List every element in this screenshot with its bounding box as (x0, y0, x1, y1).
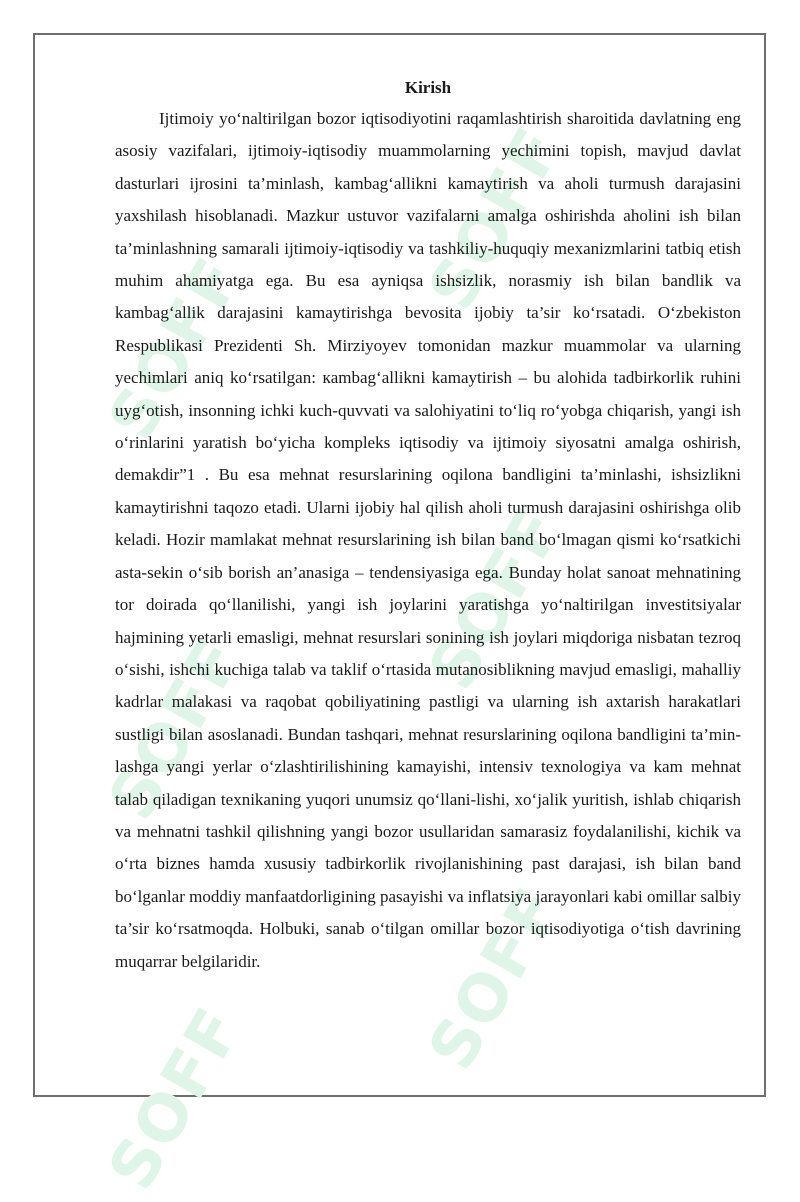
watermark-logo: SOFF (415, 115, 578, 323)
watermark-logo: SOFF (95, 625, 258, 832)
document-title: Kirish (404, 78, 452, 97)
watermark-logo: SOFF (415, 495, 578, 702)
watermark-logo: SOFF (415, 875, 578, 1082)
watermark-logo: SOFF (95, 995, 258, 1202)
document-page (33, 33, 766, 1202)
watermark-logo: SOFF (95, 245, 258, 452)
document-content (115, 75, 741, 978)
document-paragraph: Ijtimoiy yo‘naltirilgan bozor iqtisodiyotini raqamlashtirish sharoitida davlatning eng asosiy vazifalari, ijtimoiy-iqtisodiy muammolarning yechimini topish, mavjud davlat dasturlari ijrosini ta’minlash, kambag‘allikni kamaytirish va aholi turmush darajasini yaxshilash hisoblanadi. Mazkur ustuvor vazifalarni amalga oshirishda aholini ish bilan ta’minlashning samarali ijtimoiy-iqtisodiy va tashkiliy-huquqiy mexanizmlarini tatbiq etish muhim ahamiyatga ega. Bu esa ayniqsa ishsizlik, norasmiy ish bilan bandlik va kambag‘allik darajasini kamaytirishga bevosita ijobiy ta’sir ko‘rsatadi. O‘zbekiston Respublikasi Prezidenti Sh. Mirziyoyev tomonidan mazkur muammolar va ularning yechimlari aniq ko‘rsatilgan: кambag‘allikni kamaytirish – bu alohida tadbirkorlik ruhini uyg‘otish, insonning ichki kuch-quvvati va salohiyatini to‘liq ro‘yobga chiqarish, yangi ish o‘rinlarini yaratish bo‘yicha kompleks iqtisodiy va ijtimoiy siyosatni amalga oshirish, demakdir”1 . Bu esa mehnat resurslarining oqilona bandligini ta’minlashi, ishsizlikni kamaytirishni taqozo etadi. Ularni ijobiy hal qilish aholi turmush darajasini oshirishga olib keladi. Hozir mamlakat mehnat resurslarining ish bilan band bo‘lmagan qismi ko‘rsatkichi asta-sekin o‘sib borish an’anasiga – tendensiyasiga ega. Bunday holat sanoat mehnatining tor doirada qo‘llanilishi, yangi ish joylarini yaratishga yo‘naltirilgan investitsiyalar hajmining yetarli emasligi, mehnat resurslari sonining ish joylari miqdoriga nisbatan tezroq o‘sishi, ishchi kuchiga talab va taklif o‘rtasida mutanosiblikning mavjud emasligi, mahalliy kadrlar malakasi va raqobat qobiliyatining pastligi va ularning ish axtarish harakatlari sustligi bilan asoslanadi. Bundan tashqari, mehnat resurslarining oqilona bandligini ta’min-lashga yangi yerlar o‘zlashtirilishining kamayishi, intensiv texnologiya va kam mehnat talab qiladigan texnikaning yuqori unumsiz qo‘llani-lishi, xo‘jalik yuritish, ishlab chiqarish va mehnatni tashkil qilishning yangi bozor usullaridan samarasiz foydalanilishi, kichik va o‘rta biznes hamda xususiy tadbirkorlik rivojlanishining past darajasi, ish bilan band bo‘lganlar moddiy manfaatdorligining pasayishi va inflatsiya jarayonlari kabi omillar salbiy ta’sir ko‘rsatmoqda. Holbuki, sanab o‘tilgan omillar bozor iqtisodiyotiga o‘tish davrining muqarrar belgilaridir. (115, 109, 741, 971)
